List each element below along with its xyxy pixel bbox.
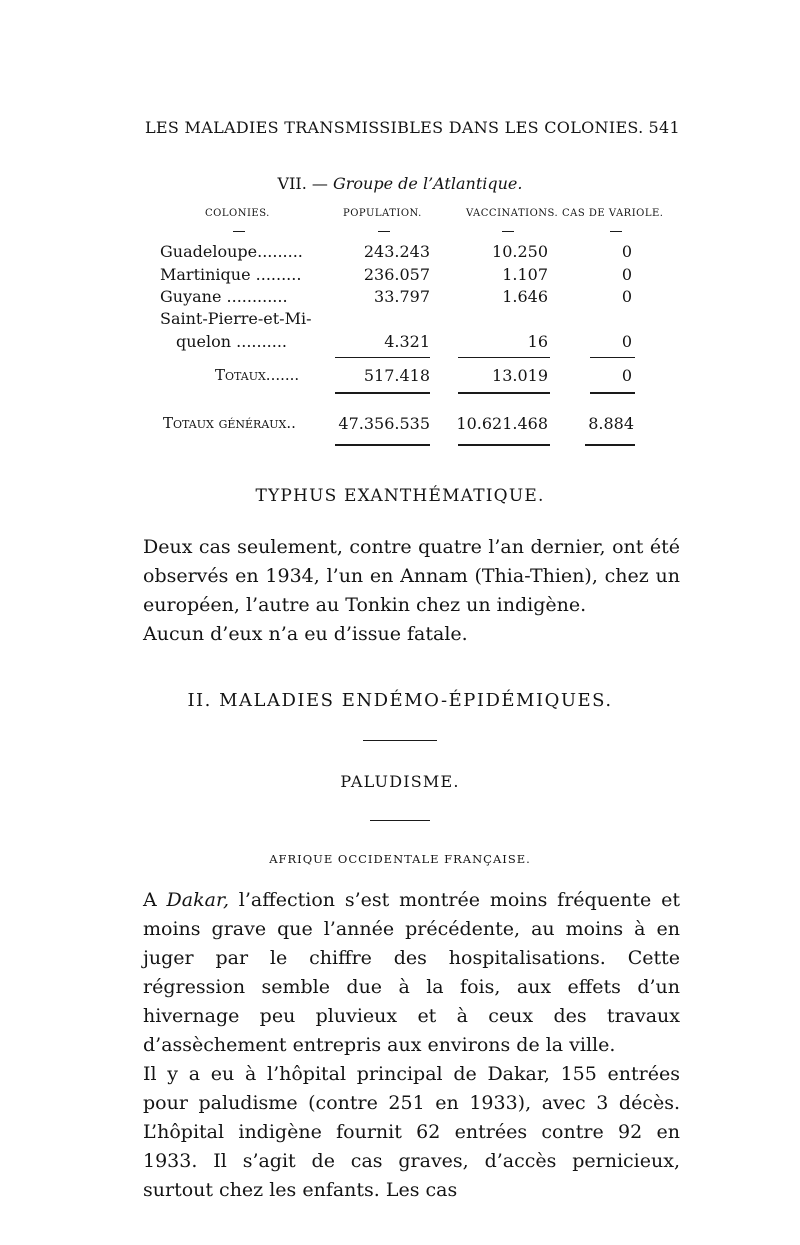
subtotal-rule (335, 357, 430, 358)
separator-rule (363, 740, 437, 741)
vaccinations-value: 1.107 (502, 265, 548, 284)
vaccinations-value: 1.646 (502, 287, 548, 306)
dakar-paragraph (143, 886, 680, 1060)
header-population: POPULATION. (343, 208, 422, 219)
typhus-heading: TYPHUS EXANTHÉMATIQUE. (255, 486, 545, 506)
totaux-vaccinations: 13.019 (492, 366, 548, 385)
grand-total-rule (585, 444, 635, 446)
typhus-paragraph: Deux cas seulement, contre quatre l’an dernier, ont été observés en 1934, l’un en Annam (Thia-Thien), chez un européen, l’autre au Tonkin chez un indigène. (143, 536, 680, 616)
subtotal-rule (458, 357, 550, 358)
header-dash (502, 231, 514, 232)
totaux-generaux-cas: 8.884 (588, 414, 634, 433)
totaux-generaux-label: Totaux généraux.. (163, 414, 296, 432)
separator-rule (370, 820, 430, 821)
section-numeral: VII. — (277, 174, 328, 193)
typhus-body (143, 533, 680, 649)
typhus-paragraph: Aucun d’eux n’a eu d’issue fatale. (143, 623, 468, 645)
subtotal-rule (590, 357, 635, 358)
paludisme-heading: PALUDISME. (340, 772, 460, 791)
dakar-body (143, 886, 680, 1205)
colony-name: Guadeloupe......... (160, 242, 303, 261)
dakar-rest: l’affection s’est montrée moins fréquente et moins grave que l’année précédente, au moins à en juger par le chiffre des hospitalisations. Cette régression semble due à la fois, aux effets d’un hivernage peu pluvieux et à ceux des travaux d’assèchement entrepris aux environs de la ville. (143, 889, 680, 1056)
totaux-rule (335, 392, 430, 394)
population-value: 33.797 (374, 287, 430, 306)
afrique-heading: AFRIQUE OCCIDENTALE FRANÇAISE. (269, 852, 531, 866)
header-colonies: COLONIES. (205, 208, 270, 219)
vaccinations-value: 16 (527, 332, 548, 351)
page-number: 541 (648, 118, 680, 137)
header-cas-variole: CAS DE VARIOLE. (562, 208, 664, 219)
population-value: 236.057 (363, 265, 430, 284)
header-dash (378, 231, 390, 232)
population-value: 4.321 (384, 332, 430, 351)
colony-name: quelon .......... (176, 332, 288, 351)
section-subtitle: Groupe de l’Atlantique. (332, 174, 523, 193)
grand-total-rule (335, 444, 430, 446)
header-dash (233, 231, 245, 232)
dakar-lead: A (143, 889, 167, 911)
totaux-generaux-population: 47.356.535 (338, 414, 430, 433)
vaccinations-value: 10.250 (492, 242, 548, 261)
vaccination-table (0, 0, 800, 470)
cas-value: 0 (621, 332, 632, 351)
cas-value: 0 (621, 287, 632, 306)
totaux-generaux-vaccinations: 10.621.468 (456, 414, 548, 433)
totaux-label: Totaux....... (215, 366, 300, 384)
grand-total-rule (458, 444, 550, 446)
totaux-population: 517.418 (363, 366, 430, 385)
colony-name: Martinique ......... (160, 265, 302, 284)
totaux-rule (590, 392, 635, 394)
colony-name: Saint-Pierre-et-Mi- (160, 309, 312, 328)
cas-value: 0 (621, 265, 632, 284)
running-head-title: LES MALADIES TRANSMISSIBLES DANS LES COLONIES. (145, 118, 644, 137)
colony-name: Guyane ............ (160, 287, 288, 306)
part-heading: II. MALADIES ENDÉMO-ÉPIDÉMIQUES. (187, 690, 613, 711)
dakar-place: Dakar, (166, 889, 229, 911)
totaux-rule (458, 392, 550, 394)
cas-value: 0 (621, 242, 632, 261)
header-vaccinations: VACCINATIONS. (466, 208, 559, 219)
totaux-cas: 0 (621, 366, 632, 385)
dakar-paragraph: Il y a eu à l’hôpital principal de Dakar, 155 entrées pour paludisme (contre 251 en 1933), avec 3 décès. L’hôpital indigène fournit 62 entrées contre 92 en 1933. Il s’agit de cas graves, d’accès pernicieux, surtout chez les enfants. Les cas (143, 1063, 680, 1201)
header-dash (610, 231, 622, 232)
population-value: 243.243 (363, 242, 430, 261)
